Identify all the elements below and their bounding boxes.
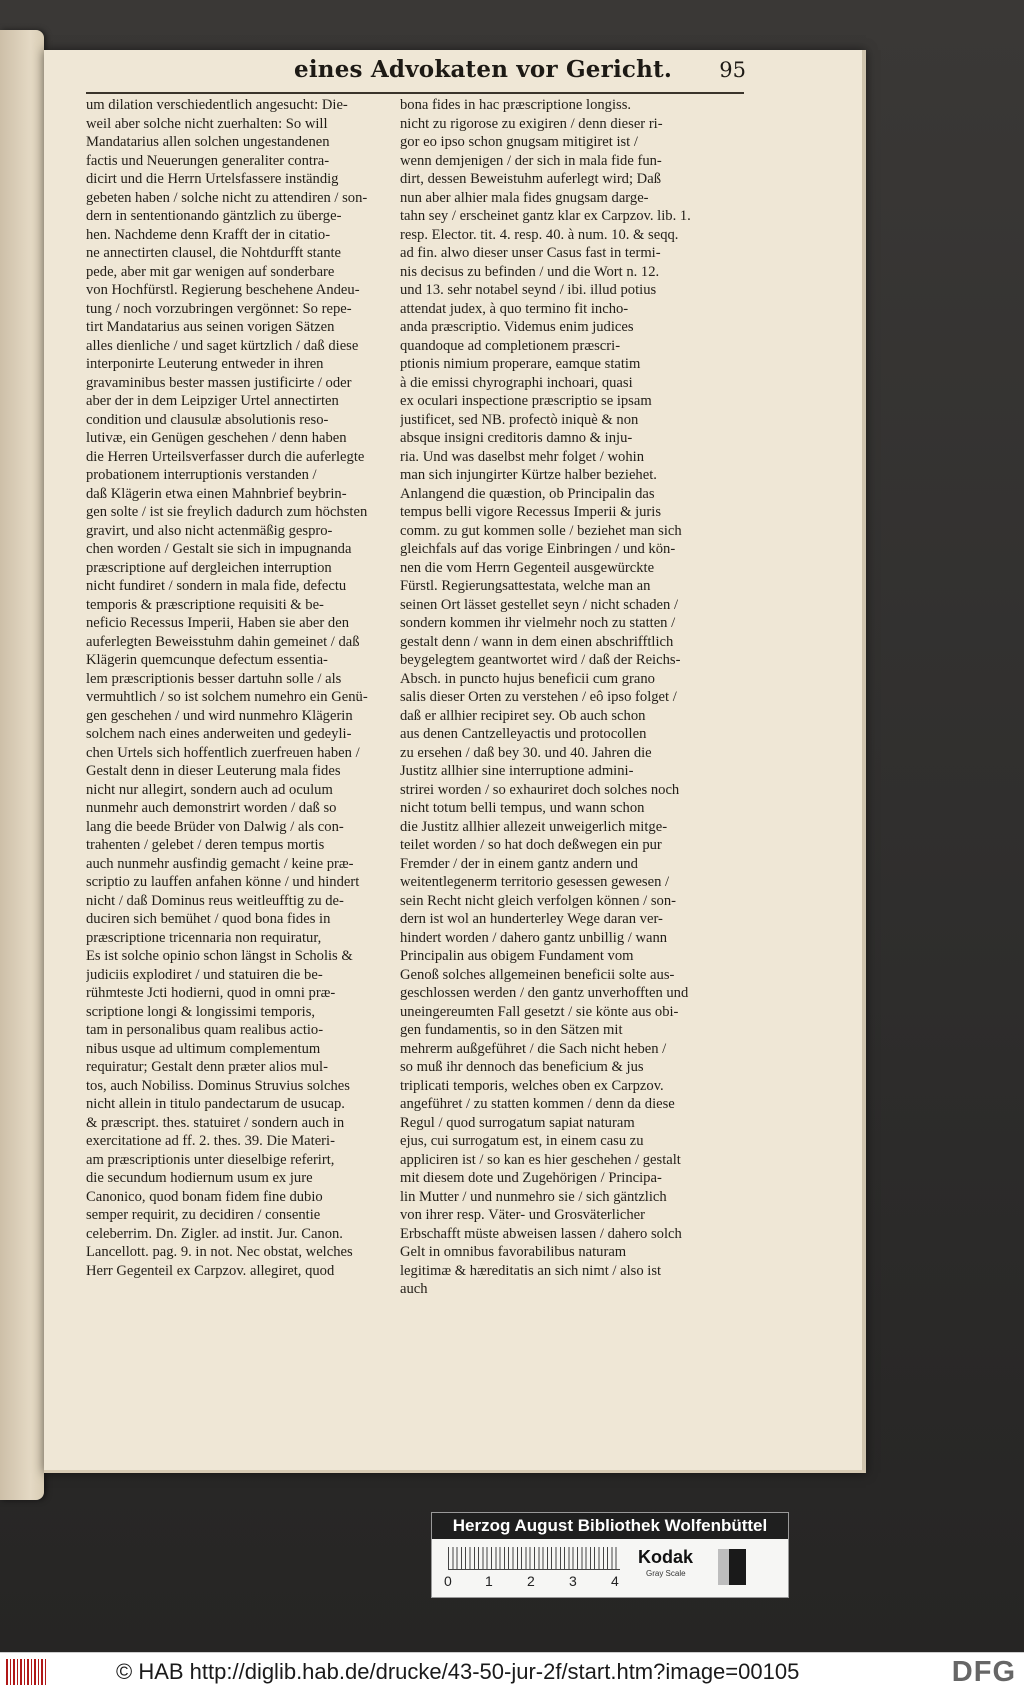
text-line: strirei worden / so exhauriret doch solches noch xyxy=(400,781,680,798)
text-line: Es ist solche opinio schon längst in Scholis & xyxy=(86,948,353,964)
text-line: mit diesem dote und Zugehörigen / Principa- xyxy=(400,1170,662,1186)
text-line: auferlegten Beweisstuhm dahin gemeinet / daß xyxy=(86,633,360,650)
text-line: ne annectirten clausel, die Nohtdurfft stante xyxy=(86,245,342,261)
text-line: nicht totum belli tempus, und wann schon xyxy=(400,800,645,816)
text-line: auch xyxy=(400,1281,428,1297)
text-line: Fremder / der in einem gantz andern und xyxy=(400,855,638,872)
text-line: gebeten haben / solche nicht zu attendiren / son- xyxy=(86,189,368,206)
text-line: lang die beede Brüder von Dalwig / als con- xyxy=(86,818,344,835)
left-text-column xyxy=(86,96,384,1280)
text-line: scriptio zu lauffen anfahen könne / und hindert xyxy=(86,874,360,890)
text-line: von Hochfürstl. Regierung beschehene Andeu- xyxy=(86,282,360,298)
text-line: judiciis explodiret / und statuiren die be- xyxy=(86,966,323,983)
text-line: am præscriptionis unter dieselbige referirt, xyxy=(86,1151,335,1168)
text-line: gen fundamentis, so in den Sätzen mit xyxy=(400,1022,623,1038)
text-line: wenn demjenigen / der sich in mala fide fun- xyxy=(400,152,662,169)
text-line: weitentlegenerm territorio gesessen gewesen / xyxy=(400,874,670,890)
text-line: aus denen Cantzelleyactis und protocollen xyxy=(400,726,647,742)
text-line: solchem nach eines anderweiten und gedeyli- xyxy=(86,726,352,742)
text-line: celeberrim. Dn. Zigler. ad instit. Jur. Canon. xyxy=(86,1225,343,1242)
text-line: scriptione longi & longissimi temporis, xyxy=(86,1003,316,1020)
gray-patch xyxy=(718,1549,746,1585)
text-line: factis und Neuerungen generaliter contra- xyxy=(86,152,330,169)
text-line: lem præscriptionis besser dartuhn solle / als xyxy=(86,670,342,687)
text-line: triplicati temporis, welches oben ex Carpzov. xyxy=(400,1077,664,1094)
text-line: Absch. in puncto hujus beneficii cum grano xyxy=(400,670,655,687)
text-line: chen Urtels sich hoffentlich zuerfreuen haben / xyxy=(86,744,360,761)
running-title: eines Advokaten vor Gericht. xyxy=(294,56,673,83)
text-line: weil aber solche nicht zuerhalten: So will xyxy=(86,115,328,132)
text-line: bona fides in hac præscriptione longiss. xyxy=(400,97,632,113)
text-line: dern ist wol an hunderterley Wege daran ver- xyxy=(400,911,663,927)
text-line: daß Klägerin etwa einen Mahnbrief beybrin- xyxy=(86,485,347,502)
text-line: Fürstl. Regierungsattestata, welche man an xyxy=(400,578,651,594)
text-line: die secundum hodiernum usum ex jure xyxy=(86,1170,313,1186)
text-line: die Herren Urteilsverfasser durch die auferlegte xyxy=(86,448,365,465)
text-line: aber der in dem Leipziger Urtel annectirten xyxy=(86,393,339,409)
text-line: Gestalt denn in dieser Leuterung mala fides xyxy=(86,763,341,779)
kodak-logo: Kodak xyxy=(638,1547,694,1567)
text-line: die Justitz allhier allezeit unweigerlich mitge- xyxy=(400,818,668,835)
footer-bar xyxy=(0,1652,1024,1691)
text-line: Herr Gegenteil ex Carpzov. allegiret, quod xyxy=(86,1262,335,1279)
scale-number: 3 xyxy=(569,1573,577,1589)
header-rule xyxy=(86,92,744,94)
text-line: rühmteste Jcti hodierni, quod in omni præ- xyxy=(86,985,336,1001)
text-line: nun aber alhier mala fides gnugsam darge- xyxy=(400,189,649,206)
text-line: tam in personalibus quam realibus actio- xyxy=(86,1022,324,1038)
text-line: mehrerm außgeführet / die Sach nicht heben / xyxy=(400,1040,667,1057)
previous-page-edge xyxy=(0,30,44,1500)
text-line: zu ersehen / daß bey 30. und 40. Jahren die xyxy=(400,744,652,761)
text-line: gen solte / ist sie freylich dadurch zum höchsten xyxy=(86,504,368,520)
text-line: uneingereumten Fall gesetzt / sie könte aus obi- xyxy=(400,1003,679,1020)
text-line: nibus usque ad ultimum complementum xyxy=(86,1040,321,1057)
text-line: trahenten / gelebet / deren tempus mortis xyxy=(86,837,325,853)
scale-number: 0 xyxy=(444,1573,452,1589)
text-line: seinen Ort lässet gestellet seyn / nicht schaden / xyxy=(400,596,679,613)
library-name: Herzog August Bibliothek Wolfenbüttel xyxy=(432,1513,788,1539)
text-line: ptionis nimium properare, eamque statim xyxy=(400,356,641,372)
text-line: temporis & præscriptione requisiti & be- xyxy=(86,596,324,613)
text-line: à die emissi chyrographi inchoari, quasi xyxy=(400,374,633,391)
text-line: Mandatarius allen solchen ungestandenen xyxy=(86,134,330,150)
text-line: comm. zu gut kommen solle / beziehet man sich xyxy=(400,522,682,539)
text-line: tos, auch Nobiliss. Dominus Struvius solches xyxy=(86,1077,350,1094)
text-line: sondern kommen ihr vielmehr noch zu statten / xyxy=(400,615,676,631)
dfg-logo: DFG xyxy=(951,1656,1016,1688)
text-line: pede, aber mit gar wenigen auf sonderbare xyxy=(86,263,335,280)
text-line: teilet worden / so hat doch deßwegen ein pur xyxy=(400,837,662,853)
text-line: tempus belli vigore Recessus Imperii & juris xyxy=(400,504,662,520)
text-line: præscriptione auf dergleichen interruption xyxy=(86,559,332,576)
text-line: gleichfals auf das vorige Einbringen / und kön- xyxy=(400,541,676,557)
text-line: man sich injungirter Kürtze halber beziehet. xyxy=(400,467,657,483)
text-line: von ihrer resp. Väter- und Grosväterlicher xyxy=(400,1207,646,1223)
text-line: auch nunmehr ausfindig gemacht / keine præ- xyxy=(86,855,354,872)
text-line: gravirt, und also nicht actenmäßig gespro- xyxy=(86,522,333,539)
hab-barcode-icon xyxy=(6,1659,46,1685)
text-line: nicht zu rigorose zu exigiren / denn dieser ri- xyxy=(400,115,663,132)
text-line: daß er allhier recipiret sey. Ob auch schon xyxy=(400,707,646,724)
text-line: angeführet / zu statten kommen / denn da diese xyxy=(400,1096,675,1112)
text-line: condition und clausulæ absolutionis reso- xyxy=(86,411,329,428)
text-line: ex oculari inspectione præscriptio se ipsam xyxy=(400,393,652,409)
text-line: nicht / daß Dominus reus weitleufftig zu de- xyxy=(86,892,344,909)
text-line: tahn sey / erscheinet gantz klar ex Carpzov. lib. 1. xyxy=(400,208,691,224)
text-line: Genoß solches allgemeinen beneficii solte aus- xyxy=(400,966,675,983)
text-line: nicht nur allegirt, sondern auch ad oculum xyxy=(86,781,333,798)
text-line: alles dienliche / und saget kürtzlich / daß diese xyxy=(86,337,359,354)
text-line: tirt Mandatarius aus seinen vorigen Sätzen xyxy=(86,319,335,335)
text-line: justificet, sed NB. profectò iniquè & non xyxy=(400,411,639,428)
text-line: hindert worden / dahero gantz unbillig / wann xyxy=(400,929,668,946)
text-line: quandoque ad completionem præscri- xyxy=(400,337,621,354)
text-line: probationem interruptionis verstanden / xyxy=(86,467,317,483)
text-line: ejus, cui surrogatum est, in einem casu zu xyxy=(400,1133,644,1149)
text-line: lin Mutter / und nunmehro sie / sich gäntzlich xyxy=(400,1188,667,1205)
text-line: appliciren ist / so kan es hier geschehen / gestalt xyxy=(400,1151,681,1168)
copyright-url[interactable]: © HAB http://diglib.hab.de/drucke/43-50-jur-2f/start.htm?image=00105 xyxy=(116,1659,800,1684)
scale-number: 1 xyxy=(485,1573,493,1589)
text-line: und 13. sehr notabel seynd / ibi. illud potius xyxy=(400,282,657,298)
text-line: requiratur; Gestalt denn præter alios mul- xyxy=(86,1059,328,1075)
text-line: gestalt denn / wann in dem einen abschrifftlich xyxy=(400,633,674,650)
text-line: anda præscriptio. Videmus enim judices xyxy=(400,319,634,335)
text-line: nicht fundiret / sondern in mala fide, defectu xyxy=(86,578,347,594)
text-line: Klägerin quemcunque defectum essentia- xyxy=(86,652,328,668)
text-line: nis decisus zu befinden / und die Wort n. 12. xyxy=(400,263,660,280)
text-line: nunmehr auch demonstrirt worden / daß so xyxy=(86,800,337,816)
text-line: exercitatione ad ff. 2. thes. 39. Die Materi- xyxy=(86,1133,335,1149)
grayscale-label: Gray Scale xyxy=(646,1569,686,1578)
text-line: lutivæ, ein Genügen geschehen / denn haben xyxy=(86,430,347,446)
scale-number: 4 xyxy=(611,1573,619,1589)
text-line: ria. Und was daselbst mehr folget / wohin xyxy=(400,448,644,465)
text-line: ad fin. alwo dieser unser Casus fast in termi- xyxy=(400,245,661,261)
text-line: Canonico, quod bonam fidem fine dubio xyxy=(86,1188,323,1205)
text-line: resp. Elector. tit. 4. resp. 40. à num. 10. & seqq. xyxy=(400,226,679,243)
scale-number: 2 xyxy=(527,1573,535,1589)
text-line: Regul / quod surrogatum sapiat naturam xyxy=(400,1114,635,1131)
text-line: sein Recht nicht gleich verfolgen können / son- xyxy=(400,892,676,909)
text-line: Justitz allhier sine interruptione admini- xyxy=(400,763,634,779)
text-line: hen. Nachdeme denn Krafft der in citatio- xyxy=(86,226,331,243)
text-line: salis dieser Orten zu verstehen / eô ipso folget / xyxy=(400,689,677,705)
text-line: beygelegtem geantwortet wird / daß der Reichs- xyxy=(400,652,681,668)
text-line: nen die vom Herrn Gegenteil ausgewürckte xyxy=(400,559,655,576)
color-calibration-card xyxy=(431,1512,789,1598)
text-line: geschlossen werden / den gantz unverhofften und xyxy=(400,985,689,1001)
text-line: so muß ihr dennoch das beneficium & jus xyxy=(400,1059,644,1075)
text-line: dicirt und die Herrn Urtelsfassere inständig xyxy=(86,171,339,187)
text-line: præscriptione tricennaria non requiratur, xyxy=(86,929,322,946)
text-line: dern in sententionando gäntzlich zu überge- xyxy=(86,208,342,224)
text-line: dirt, dessen Beweistuhm auferlegt wird; Daß xyxy=(400,171,661,187)
text-line: legitimæ & hæreditatis an sich nimt / also ist xyxy=(400,1262,662,1279)
text-line: Lancellott. pag. 9. in not. Nec obstat, welches xyxy=(86,1244,353,1260)
text-line: gen geschehen / und wird nunmehro Klägerin xyxy=(86,707,353,724)
right-text-column xyxy=(400,96,700,1299)
text-line: gor eo ipso schon gnugsam mitigiret ist / xyxy=(400,134,638,150)
text-line: absque insigni creditoris damno & inju- xyxy=(400,430,633,446)
text-line: semper requirit, zu decidiren / consentie xyxy=(86,1207,321,1223)
text-line: neficio Recessus Imperii, Haben sie aber den xyxy=(86,615,349,631)
text-line: Anlangend die quæstion, ob Principalin das xyxy=(400,485,655,502)
text-line: Erbschafft müste abweisen lassen / dahero solch xyxy=(400,1225,682,1242)
text-line: interponirte Leuterung entweder in ihren xyxy=(86,356,324,372)
text-line: gravaminibus bester massen justificirte / oder xyxy=(86,374,352,391)
text-line: tung / noch vorzubringen vergönnet: So repe- xyxy=(86,300,352,317)
text-line: um dilation verschiedentlich angesucht: Die- xyxy=(86,97,348,113)
text-line: chen worden / Gestalt sie sich in impugnanda xyxy=(86,541,352,557)
text-line: vermuhtlich / so ist solchem numehro ein Genü- xyxy=(86,689,368,705)
text-line: nicht allein in titulo pandectarum de usucap. xyxy=(86,1096,345,1112)
text-line: Gelt in omnibus favorabilibus naturam xyxy=(400,1244,627,1260)
running-head xyxy=(86,56,746,86)
text-line: Principalin aus obigem Fundament vom xyxy=(400,948,634,964)
text-line: duciren sich bemühet / quod bona fides in xyxy=(86,911,331,927)
page-number: 95 xyxy=(719,58,746,82)
ruler-scale xyxy=(448,1547,620,1570)
text-line: attendat judex, à quo termino fit incho- xyxy=(400,300,629,317)
text-line: & præscript. thes. statuiret / sondern auch in xyxy=(86,1114,345,1131)
